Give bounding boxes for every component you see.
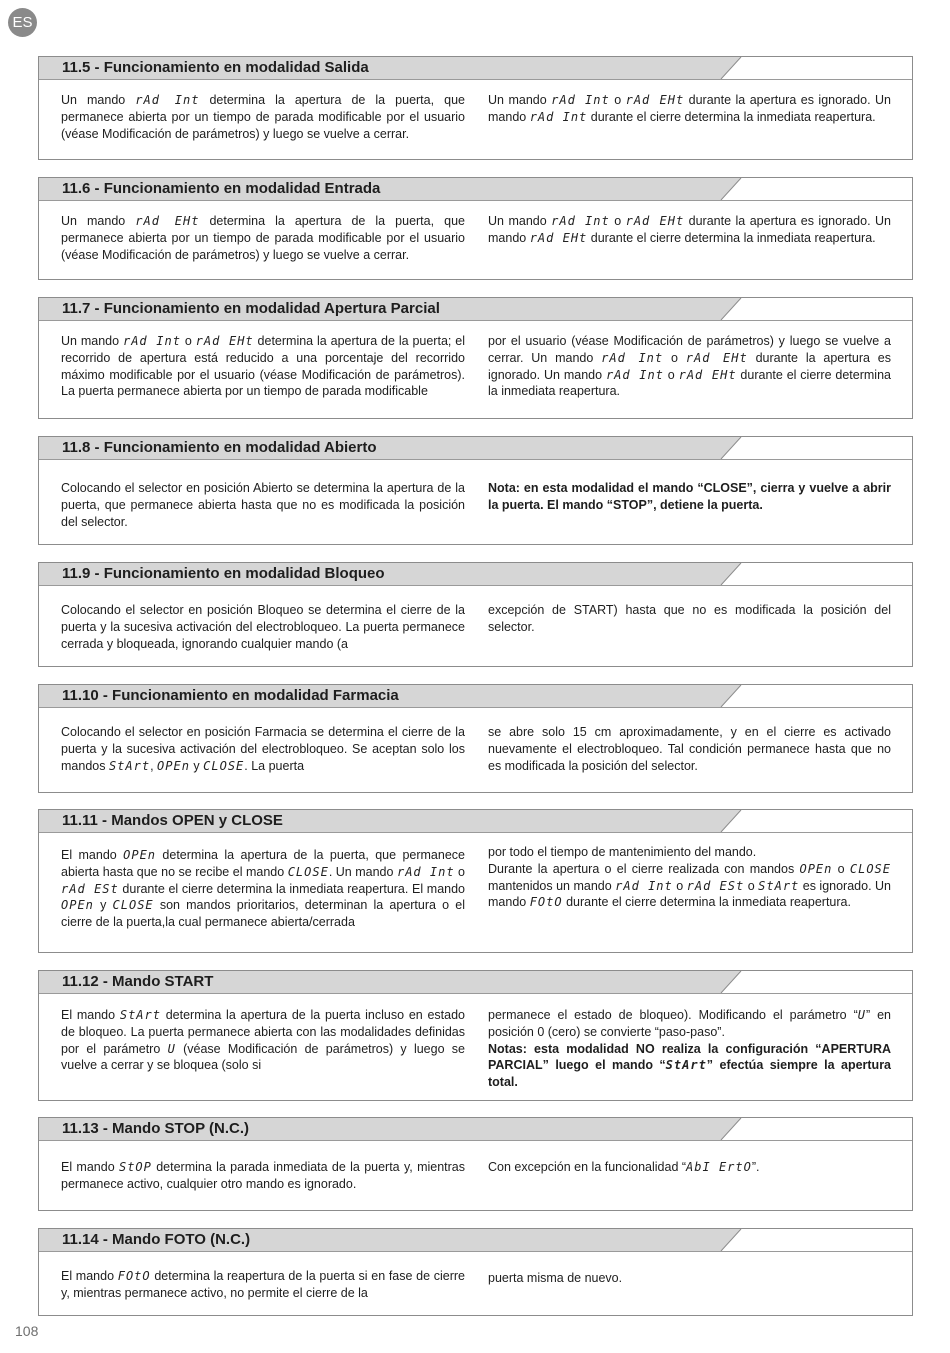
language-badge: ES — [8, 8, 37, 37]
display-code: CLOSE — [287, 864, 329, 879]
text: son mandos prioritarios, determinan la apertura o el cierre de la puerta,la cual permanece abierta/cerrada — [61, 898, 465, 930]
right-column — [488, 92, 891, 126]
text: Un mando — [61, 93, 136, 107]
section-header — [39, 437, 912, 460]
text: El mando — [61, 1269, 118, 1283]
left-column — [61, 847, 465, 931]
section-11-12 — [38, 970, 913, 1101]
display-code: OPEn — [61, 898, 94, 913]
section-title: 11.13 - Mando STOP (N.C.) — [62, 1120, 249, 1137]
display-code: rAd Int — [122, 334, 181, 348]
display-code: rAd Int — [601, 350, 664, 365]
display-code: rAd EHt — [685, 350, 748, 365]
text: o — [609, 93, 626, 107]
text: o — [672, 878, 687, 893]
section-11-9 — [38, 562, 913, 667]
display-code: OPEn — [799, 861, 833, 876]
left-column: Colocando el selector en posición Bloqueo se determina el cierre de la puerta y la sucesiva activación del electrobloqueo. La puerta permanece cerrada y bloqueada, ignorando cualquier mando (a — [61, 603, 465, 651]
display-code: rAd EHt — [529, 230, 588, 245]
left-column — [61, 1268, 465, 1302]
text: Colocando el selector en posición Farmacia se determina el cierre de la puerta y la sucesiva activación del electrobloqueo. Se aceptan solo los mandos — [61, 725, 465, 773]
section-11-10 — [38, 684, 913, 793]
display-code: StArt — [108, 758, 151, 773]
right-column — [488, 844, 891, 911]
text: durante el cierre determina la inmediata reapertura. El mando — [118, 881, 465, 896]
text: o — [454, 864, 466, 879]
display-code: rAd EHt — [625, 93, 685, 107]
display-code: rAd Int — [615, 878, 673, 893]
text: determina la reapertura de la puerta si en fase de cierre y, mientras permanece activo, no permite el cierre de la — [61, 1269, 465, 1300]
text: durante la apertura es ignorado. Un mando — [488, 214, 891, 245]
text: determina la apertura de la puerta incluso en estado de bloqueo. La puerta permanece abierta con las modalidades definidas por el parámetro — [61, 1008, 465, 1056]
text: durante el cierre determina la inmediata reapertura. — [488, 367, 891, 399]
display-code: U — [167, 1041, 176, 1056]
display-code: rAd Int — [605, 367, 664, 382]
text: es ignorado. Un mando — [488, 878, 891, 910]
text: determina la apertura de la puerta, que permanece abierta por un tiempo de parada modificable por el usuario (véase Modificación de parámetros) y luego se vuelve a cerrar. — [61, 93, 465, 141]
right-column — [488, 1007, 891, 1091]
left-column — [61, 92, 465, 142]
text: durante el cierre determina la inmediata reapertura. — [562, 895, 851, 910]
display-code: rAd Int — [529, 109, 588, 124]
display-code: AbI ErtO — [686, 1160, 752, 1174]
section-title: 11.8 - Funcionamiento en modalidad Abierto — [62, 439, 377, 456]
paragraph — [488, 861, 891, 911]
text: durante la apertura es ignorado. Un mando — [488, 93, 891, 124]
text: . La puerta — [244, 758, 305, 773]
section-title: 11.9 - Funcionamiento en modalidad Bloqueo — [62, 565, 385, 582]
text: determina la apertura de la puerta, que permanece abierta hasta que no se recibe el mando — [61, 848, 465, 879]
section-11-7 — [38, 297, 913, 419]
display-code: U — [857, 1008, 866, 1022]
section-header — [39, 563, 912, 586]
section-title: 11.7 - Funcionamiento en modalidad Apertura Parcial — [62, 300, 440, 317]
text: ”. — [751, 1160, 760, 1174]
right-column — [488, 333, 891, 400]
display-code: rAd Int — [396, 864, 455, 879]
display-code: CLOSE — [112, 898, 154, 913]
display-code: FOtO — [117, 1269, 151, 1283]
display-code: rAd Int — [135, 93, 200, 107]
section-header — [39, 685, 912, 708]
text: Un mando — [61, 334, 123, 348]
display-code: StArt — [119, 1008, 161, 1022]
right-column: se abre solo 15 cm aproximadamente, y en el cierre es activado nuevamente el electrobloqueo. Tal condición permanece hasta que no es modificada la posición del selector. — [488, 725, 891, 773]
section-11-6 — [38, 177, 913, 280]
right-column — [488, 213, 891, 247]
text: o — [663, 350, 686, 365]
text: Durante la apertura o el cierre realizada con mandos — [488, 861, 800, 876]
display-code: rAd EHt — [195, 334, 254, 348]
display-code: rAd ESt — [61, 881, 119, 896]
display-code: StOP — [118, 1160, 152, 1174]
section-11-5 — [38, 56, 913, 160]
section-11-11 — [38, 809, 913, 953]
left-column — [61, 333, 465, 400]
section-header — [39, 810, 912, 833]
section-header — [39, 298, 912, 321]
text: o — [609, 214, 626, 228]
display-code: OPEn — [123, 848, 157, 862]
text: determina la apertura de la puerta; el recorrido de apertura está reducido a una porcentaje del recorrido máximo modificable por el usuario (véase Modificación de parámetros). La puerta permanece abierta por un tiempo de parada modificable — [61, 334, 465, 399]
display-code: CLOSE — [203, 758, 245, 773]
text: Notas: esta modalidad NO realiza la configuración “APERTURA PARCIAL” luego el mando “ — [488, 1041, 891, 1073]
paragraph: por todo el tiempo de mantenimiento del mando. — [488, 845, 757, 859]
text: determina la parada inmediata de la puerta y, mientras permanece activo, cualquier otro mando es ignorado. — [61, 1160, 466, 1191]
display-code: rAd Int — [551, 93, 610, 107]
right-column: puerta misma de nuevo. — [488, 1271, 623, 1285]
text: ” efectúa siempre la apertura total. — [488, 1058, 892, 1090]
section-title: 11.12 - Mando START — [62, 973, 214, 990]
text: Un mando — [488, 214, 552, 228]
display-code: rAd Int — [551, 214, 610, 228]
section-11-14 — [38, 1228, 913, 1316]
text: determina la apertura de la puerta, que permanece abierta por un tiempo de parada modificable por el usuario (véase Modificación de parámetros) y luego se vuelve a cerrar. — [61, 214, 465, 262]
section-title: 11.14 - Mando FOTO (N.C.) — [62, 1231, 251, 1248]
text: durante la apertura es ignorado. Un mando — [488, 350, 892, 382]
section-title: 11.10 - Funcionamiento en modalidad Farmacia — [62, 687, 399, 704]
text: permanece el estado de bloqueo). Modificando el parámetro “ — [488, 1008, 858, 1022]
text: (véase Modificación de parámetros) y luego se vuelve a cerrar y se bloquea (solo si — [61, 1041, 465, 1073]
text: durante el cierre determina la inmediata reapertura. — [587, 109, 876, 124]
section-title: 11.6 - Funcionamiento en modalidad Entrada — [62, 180, 381, 197]
section-header — [39, 1229, 912, 1252]
text: El mando — [61, 848, 124, 862]
section-header — [39, 57, 912, 80]
note-paragraph — [488, 1041, 891, 1091]
right-column — [488, 1159, 891, 1176]
section-title: 11.5 - Funcionamiento en modalidad Salida — [62, 59, 369, 76]
display-code: rAd ESt — [686, 878, 745, 893]
display-code: StArt — [665, 1058, 707, 1073]
right-column: excepción de START) hasta que no es modificada la posición del selector. — [488, 603, 891, 634]
section-11-8 — [38, 436, 913, 545]
section-header — [39, 971, 912, 994]
left-column — [61, 1007, 465, 1074]
paragraph — [488, 1007, 891, 1041]
text: o — [180, 334, 196, 348]
text: y — [93, 898, 113, 913]
display-code: rAd EHt — [625, 214, 685, 228]
section-header — [39, 1118, 912, 1141]
display-code: FOtO — [529, 895, 563, 910]
display-code: StArt — [758, 878, 800, 893]
section-title: 11.11 - Mandos OPEN y CLOSE — [62, 812, 283, 829]
display-code: CLOSE — [849, 861, 891, 876]
text: Un mando — [488, 93, 552, 107]
left-column: Colocando el selector en posición Abierto se determina la apertura de la puerta, que permanece abierta hasta que no es modificada la posición del selector. — [61, 481, 465, 529]
note-text: Nota: en esta modalidad el mando “CLOSE”, cierra y vuelve a abrir la puerta. El mando “STOP”, detiene la puerta. — [488, 481, 891, 512]
text: . Un mando — [328, 864, 397, 879]
text: o — [663, 367, 679, 382]
text: mantenidos un mando — [488, 878, 616, 893]
text: El mando — [61, 1160, 119, 1174]
display-code: rAd EHt — [678, 367, 737, 382]
text: por el usuario (véase Modificación de parámetros) y luego se vuelve a cerrar. Un mando — [488, 334, 891, 365]
display-code: OPEn — [157, 758, 190, 773]
text: , — [150, 758, 158, 773]
text: o — [744, 878, 759, 893]
left-column — [61, 1159, 465, 1193]
display-code: rAd EHt — [135, 214, 200, 228]
text: ” en posición 0 (cero) se convierte “paso-paso”. — [488, 1008, 891, 1039]
left-column — [61, 213, 465, 263]
section-11-13 — [38, 1117, 913, 1211]
left-column — [61, 724, 465, 774]
section-header — [39, 178, 912, 201]
text: Un mando — [61, 214, 136, 228]
page-number: 108 — [15, 1323, 39, 1339]
text: Con excepción en la funcionalidad “ — [488, 1160, 687, 1174]
text: y — [189, 758, 204, 773]
text: o — [832, 861, 850, 876]
text: El mando — [61, 1008, 120, 1022]
text: durante el cierre determina la inmediata reapertura. — [587, 230, 876, 245]
